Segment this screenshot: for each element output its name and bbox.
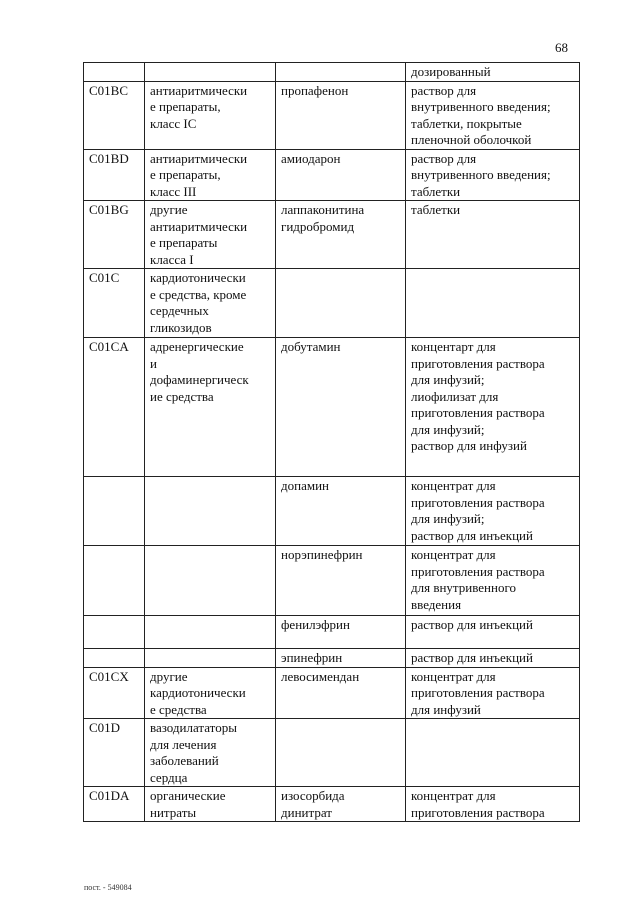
drug-name-cell (276, 63, 406, 82)
group-name-cell: вазодилататоры для лечения заболеваний сердца (145, 719, 276, 787)
dosage-form-cell: концентрат для приготовления раствора (406, 787, 580, 822)
group-name-cell (145, 546, 276, 616)
dosage-form-cell: раствор для инъекций (406, 616, 580, 649)
table-row (84, 63, 580, 82)
footer-text: пост. - 549084 (84, 883, 132, 892)
table-row (84, 269, 580, 338)
table-row (84, 477, 580, 546)
group-name-cell: антиаритмически е препараты, класс III (145, 149, 276, 201)
table-row (84, 719, 580, 787)
dosage-form-cell (406, 269, 580, 338)
drug-name-cell: норэпинефрин (276, 546, 406, 616)
atc-code-cell: C01BD (84, 149, 145, 201)
dosage-form-cell: концентарт для приготовления раствора для инфузий; лиофилизат для приготовления раствора для инфузий; раствор для инфузий (406, 338, 580, 477)
drug-name-cell: лаппаконитина гидробромид (276, 201, 406, 269)
group-name-cell: другие кардиотонически е средства (145, 667, 276, 719)
atc-code-cell: C01D (84, 719, 145, 787)
group-name-cell: антиаритмически е препараты, класс IC (145, 81, 276, 149)
dosage-form-cell: раствор для инъекций (406, 649, 580, 668)
table-row (84, 81, 580, 149)
atc-code-cell (84, 546, 145, 616)
table-row (84, 616, 580, 649)
drug-name-cell: амиодарон (276, 149, 406, 201)
drug-name-cell: эпинефрин (276, 649, 406, 668)
group-name-cell (145, 616, 276, 649)
table-row (84, 149, 580, 201)
atc-code-cell: C01BC (84, 81, 145, 149)
atc-code-cell: C01DA (84, 787, 145, 822)
drug-name-cell: изосорбида динитрат (276, 787, 406, 822)
dosage-form-cell: концентрат для приготовления раствора для внутривенного введения (406, 546, 580, 616)
drug-name-cell: добутамин (276, 338, 406, 477)
atc-code-cell: C01C (84, 269, 145, 338)
atc-code-cell (84, 63, 145, 82)
group-name-cell (145, 63, 276, 82)
dosage-form-cell: раствор для внутривенного введения; таблетки, покрытые пленочной оболочкой (406, 81, 580, 149)
drug-name-cell (276, 719, 406, 787)
group-name-cell (145, 477, 276, 546)
drug-name-cell: допамин (276, 477, 406, 546)
atc-code-cell: C01CA (84, 338, 145, 477)
atc-code-cell: C01CX (84, 667, 145, 719)
table-row (84, 787, 580, 822)
dosage-form-cell (406, 719, 580, 787)
drug-name-cell: левосимендан (276, 667, 406, 719)
table-row (84, 546, 580, 616)
table-row (84, 338, 580, 477)
group-name-cell (145, 649, 276, 668)
dosage-form-cell: таблетки (406, 201, 580, 269)
atc-code-cell (84, 477, 145, 546)
group-name-cell: органические нитраты (145, 787, 276, 822)
table-row (84, 201, 580, 269)
table-row (84, 649, 580, 668)
atc-code-cell: C01BG (84, 201, 145, 269)
page-number: 68 (555, 40, 568, 55)
dosage-form-cell: концентрат для приготовления раствора для инфузий; раствор для инъекций (406, 477, 580, 546)
group-name-cell: адренергические и дофаминергическ ие средства (145, 338, 276, 477)
drug-name-cell: пропафенон (276, 81, 406, 149)
drug-name-cell (276, 269, 406, 338)
group-name-cell: другие антиаритмически е препараты класса I (145, 201, 276, 269)
dosage-form-cell: раствор для внутривенного введения; таблетки (406, 149, 580, 201)
dosage-form-cell: концентрат для приготовления раствора для инфузий (406, 667, 580, 719)
medication-table (83, 62, 580, 822)
table-row (84, 667, 580, 719)
drug-name-cell: фенилэфрин (276, 616, 406, 649)
atc-code-cell (84, 649, 145, 668)
atc-code-cell (84, 616, 145, 649)
dosage-form-cell: дозированный (406, 63, 580, 82)
group-name-cell: кардиотонически е средства, кроме сердечных гликозидов (145, 269, 276, 338)
